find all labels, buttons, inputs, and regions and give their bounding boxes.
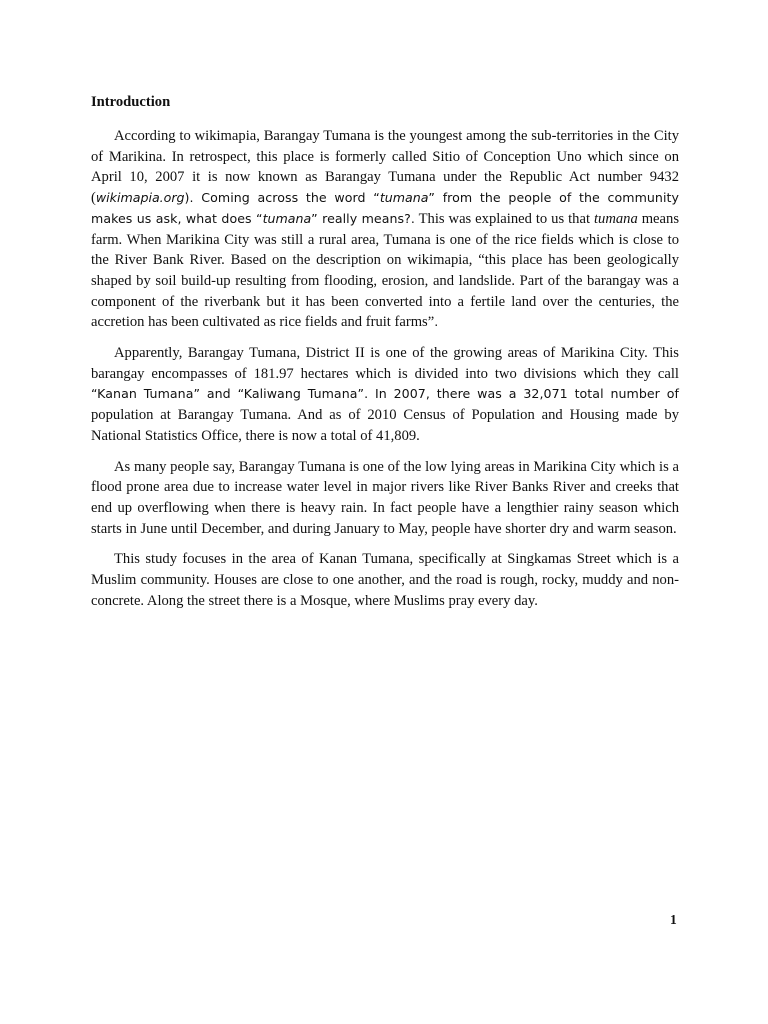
paragraph-2: [91, 343, 679, 447]
paragraph-2-text-a: Apparently, Barangay Tumana, District II is one of the growing areas of Marikina City. This barangay encompasses of 181.97 hectares which is divided into two divisions which they call: [91, 345, 679, 382]
paragraph-1-text-c: Coming across the word “: [193, 190, 380, 206]
paragraph-1-text-a: According to wikimapia, Barangay Tumana is the youngest among the sub-territories in the City of Marikina. In retrospect, this place is formerly called Sitio of Conception Uno which since on April 10, 2007 it is now known as Barangay Tumana under the Republic Act number 9432 (: [91, 128, 679, 207]
document-body: [91, 126, 679, 621]
paragraph-3: As many people say, Barangay Tumana is one of the low lying areas in Marikina City which is a flood prone area due to increase water level in major rivers like River Banks River and creeks that end up overflowing when there is heavy rain. In fact people have a lengthier rainy season which starts in June until December, and during January to May, people have shorter dry and warm season.: [91, 458, 679, 537]
paragraph-1-text-b: ).: [184, 190, 194, 206]
paragraph-1-text-g: means farm. When Marikina City was still a rural area, Tumana is one of the rice fields which is close to the River Bank River. Based on the description on wikimapia, “this place has been geologically shaped by soil build-up resulting from flooding, erosion, and landslide. Part of the barangay was a component of the riverbank but it has been converted into a fertile land over the centuries, the accretion has been cultivated as rice fields and fruit farms”: [91, 210, 679, 331]
paragraph-1-term-1: tumana: [379, 190, 429, 206]
paragraph-1-text-e: ” really means?.: [311, 210, 415, 226]
paragraph-2-text-c: population at Barangay Tumana. And as of 2010 Census of Population and Housing made by National Statistics Office, there is now a total of 41,809.: [91, 407, 679, 444]
paragraph-4: This study focuses in the area of Kanan Tumana, specifically at Singkamas Street which is a Muslim community. Houses are close to one another, and the road is rough, rocky, muddy and non- concrete. Along the street there is a Mosque, where Muslims pray every day.: [91, 551, 679, 609]
paragraph-2-text-b: “Kanan Tumana” and “Kaliwang Tumana”. In 2007, there was a 32,071 total number of: [91, 386, 679, 402]
page-number: 1: [670, 912, 677, 927]
paragraph-1-text-h: .: [434, 314, 439, 330]
paragraph-1-term-2: tumana: [262, 210, 312, 226]
paragraph-1: [91, 126, 679, 333]
paragraph-1-text-f: This was explained to us that: [414, 210, 594, 227]
paragraph-1-text-d: ” from the people of the community makes us ask, what does “: [91, 190, 679, 226]
paragraph-1-citation: wikimapia.org: [95, 190, 185, 206]
section-heading: Introduction: [91, 94, 171, 110]
paragraph-1-term-3: tumana: [593, 210, 638, 227]
